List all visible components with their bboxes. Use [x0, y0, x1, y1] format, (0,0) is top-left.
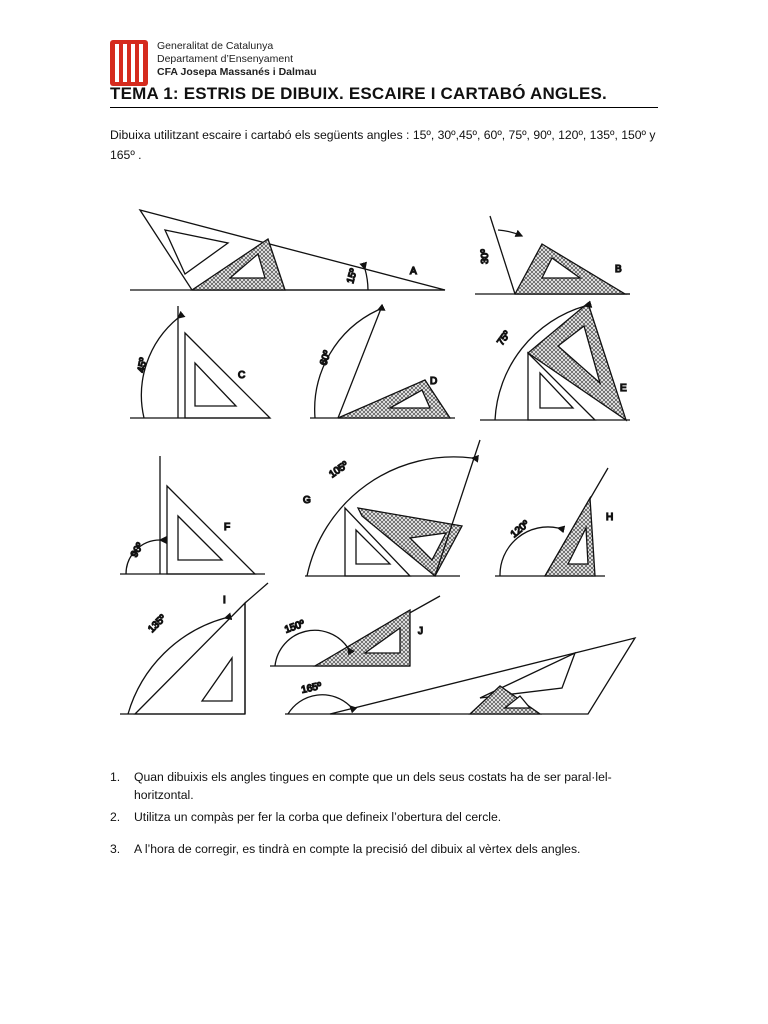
figure-label-a: A	[410, 266, 417, 277]
instruction-item	[110, 768, 670, 804]
angle-label-k: 165º	[300, 680, 323, 696]
figure-b	[475, 216, 630, 294]
school-name: CFA Josepa Massanés i Dalmau	[157, 66, 317, 78]
instruction-item	[110, 840, 670, 858]
figure-label-h: H	[606, 512, 614, 523]
figure-h	[495, 468, 608, 576]
figure-g	[305, 440, 490, 576]
instruction-item	[110, 808, 670, 826]
instruction-number: 1.	[110, 770, 121, 784]
instructions-list	[110, 768, 670, 858]
figure-label-c: C	[238, 370, 246, 381]
figure-i	[120, 583, 268, 714]
figure-label-g: G	[303, 495, 311, 506]
figure-d	[310, 306, 455, 418]
figure-f	[120, 456, 265, 574]
angle-label-h: 120º	[508, 518, 532, 541]
page-title: TEMA 1: ESTRIS DE DIBUIX. ESCAIRE I CARTABÓ ANGLES.	[110, 84, 658, 108]
angle-label-b: 30º	[480, 249, 491, 264]
instruction-text: A l’hora de corregir, es tindrà en compte la precisió del dibuix al vèrtex dels angles.	[134, 842, 581, 856]
figure-e	[480, 303, 630, 420]
angle-label-g: 105º	[327, 459, 351, 481]
angle-label-j: 150º	[283, 618, 307, 636]
angle-label-a: 15º	[345, 267, 360, 285]
set-squares-illustration	[110, 178, 650, 726]
figure-label-e: E	[620, 383, 627, 394]
org-name: Generalitat de Catalunya	[157, 40, 274, 52]
figure-label-j: J	[418, 626, 423, 637]
department-name: Departament d’Ensenyament	[157, 53, 293, 65]
angle-label-i: 135º	[146, 612, 169, 636]
angle-label-f: 90º	[129, 541, 146, 560]
figure-a	[130, 210, 445, 290]
instruction-text: Quan dibuixis els angles tingues en compte que un dels seus costats ha de ser paral·lel- horitzontal.	[134, 770, 612, 802]
organization-block	[157, 40, 317, 79]
figure-c	[130, 306, 270, 418]
instruction-number: 2.	[110, 810, 121, 824]
instruction-number: 3.	[110, 842, 121, 856]
figure-label-d: D	[430, 376, 438, 387]
angle-label-d: 60º	[318, 349, 334, 367]
angle-label-c: 45º	[136, 357, 150, 374]
instruction-text: Utilitza un compàs per fer la corba que defineix l’obertura del cercle.	[134, 810, 502, 824]
figure-label-b: B	[615, 264, 622, 275]
page-header	[110, 40, 317, 86]
figure-label-i: I	[223, 595, 226, 606]
figure-k	[285, 638, 635, 714]
catalan-flag-icon	[110, 40, 148, 86]
figure-label-f: F	[224, 522, 231, 533]
intro-text: Dibuixa utilitzant escaire i cartabó els següents angles : 15º, 30º,45º, 60º, 75º, 90º, 120º, 135º, 150º y 165º .	[110, 128, 656, 162]
angle-label-e: 75º	[495, 329, 513, 348]
